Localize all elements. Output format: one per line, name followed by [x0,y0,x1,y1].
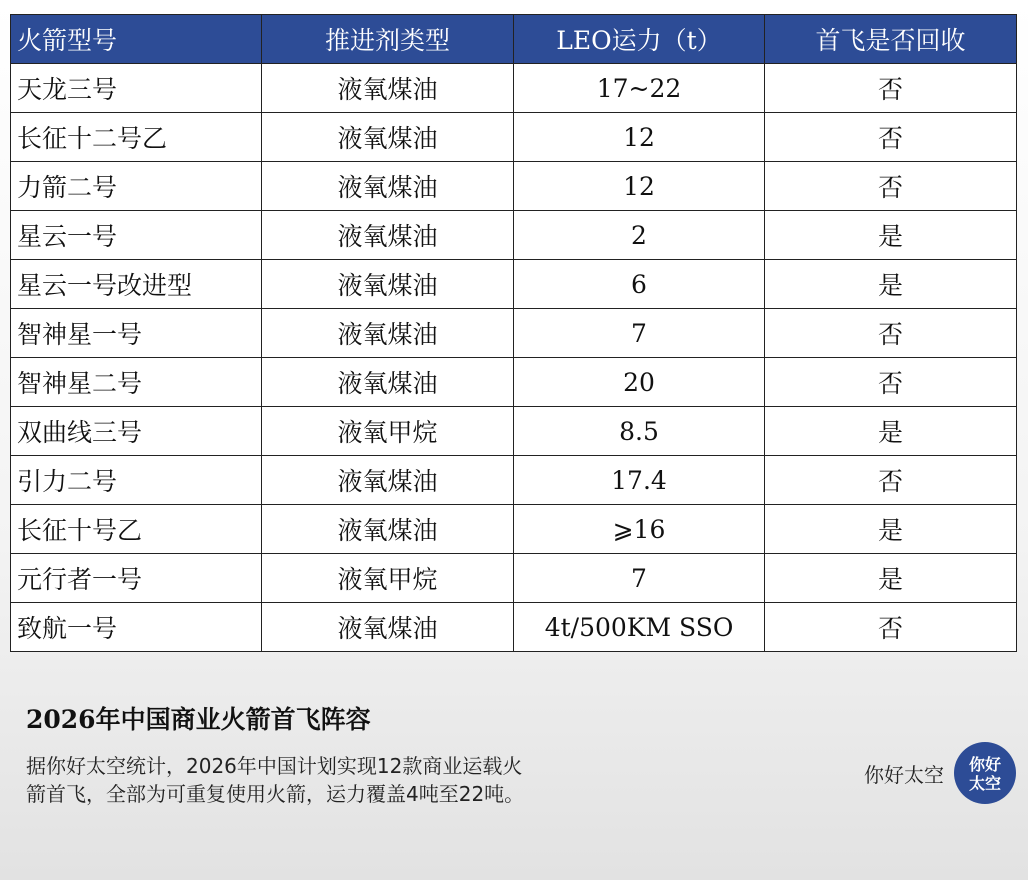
recovery-cell: 否 [765,603,1017,652]
rocket-model-cell: 智神星一号 [11,309,262,358]
leo-capacity-cell: 20 [514,358,765,407]
rocket-model-cell: 致航一号 [11,603,262,652]
table-row [11,113,1017,162]
table-header-row [11,15,1017,64]
column-header-first-flight-recovery: 首飞是否回收 [765,15,1017,64]
brand-logo-text-top: 你好 [968,755,1002,774]
brand-block [864,742,1016,804]
leo-capacity-cell: 4t/500KM SSO [514,603,765,652]
rocket-table-container [10,14,1016,652]
propellant-type-cell: 液氧煤油 [262,64,514,113]
propellant-type-cell: 液氧甲烷 [262,554,514,603]
table-row [11,260,1017,309]
recovery-cell: 否 [765,113,1017,162]
rocket-model-cell: 引力二号 [11,456,262,505]
leo-capacity-cell: 8.5 [514,407,765,456]
rocket-model-cell: 星云一号 [11,211,262,260]
recovery-cell: 否 [765,456,1017,505]
leo-capacity-cell: 12 [514,113,765,162]
brand-logo-icon [954,742,1016,804]
rocket-model-cell: 智神星二号 [11,358,262,407]
leo-capacity-cell: 2 [514,211,765,260]
brand-name: 你好太空 [864,762,944,787]
rocket-table [10,14,1017,652]
propellant-type-cell: 液氧煤油 [262,113,514,162]
table-row [11,64,1017,113]
table-row [11,505,1017,554]
leo-capacity-cell: 17.4 [514,456,765,505]
recovery-cell: 否 [765,64,1017,113]
table-row [11,309,1017,358]
leo-capacity-cell: 17~22 [514,64,765,113]
leo-capacity-cell: 7 [514,554,765,603]
leo-capacity-cell: 12 [514,162,765,211]
rocket-model-cell: 长征十二号乙 [11,113,262,162]
recovery-cell: 否 [765,358,1017,407]
column-header-leo-capacity: LEO运力（t） [514,15,765,64]
table-row [11,358,1017,407]
rocket-model-cell: 元行者一号 [11,554,262,603]
table-row [11,407,1017,456]
recovery-cell: 是 [765,505,1017,554]
propellant-type-cell: 液氧煤油 [262,456,514,505]
summary-title: 2026年中国商业火箭首飞阵容 [26,705,371,734]
recovery-cell: 否 [765,162,1017,211]
column-header-propellant-type: 推进剂类型 [262,15,514,64]
propellant-type-cell: 液氧煤油 [262,260,514,309]
propellant-type-cell: 液氧煤油 [262,603,514,652]
recovery-cell: 是 [765,407,1017,456]
rocket-model-cell: 力箭二号 [11,162,262,211]
rocket-model-cell: 长征十号乙 [11,505,262,554]
propellant-type-cell: 液氧煤油 [262,505,514,554]
recovery-cell: 是 [765,554,1017,603]
recovery-cell: 否 [765,309,1017,358]
recovery-cell: 是 [765,211,1017,260]
propellant-type-cell: 液氧煤油 [262,309,514,358]
brand-logo-text-bottom: 太空 [968,774,1002,793]
table-row [11,211,1017,260]
table-row [11,554,1017,603]
leo-capacity-cell: 7 [514,309,765,358]
summary-text: 据你好太空统计，2026年中国计划实现12款商业运载火箭首飞，全部为可重复使用火箭，运力覆盖4吨至22吨。 [26,754,525,806]
table-row [11,162,1017,211]
propellant-type-cell: 液氧煤油 [262,211,514,260]
rocket-model-cell: 天龙三号 [11,64,262,113]
propellant-type-cell: 液氧煤油 [262,162,514,211]
propellant-type-cell: 液氧煤油 [262,358,514,407]
recovery-cell: 是 [765,260,1017,309]
brand-logo-mark [960,751,1010,795]
column-header-rocket-model: 火箭型号 [11,15,262,64]
propellant-type-cell: 液氧甲烷 [262,407,514,456]
table-row [11,456,1017,505]
rocket-model-cell: 星云一号改进型 [11,260,262,309]
table-row [11,603,1017,652]
leo-capacity-cell: 6 [514,260,765,309]
leo-capacity-cell: ⩾16 [514,505,765,554]
rocket-model-cell: 双曲线三号 [11,407,262,456]
